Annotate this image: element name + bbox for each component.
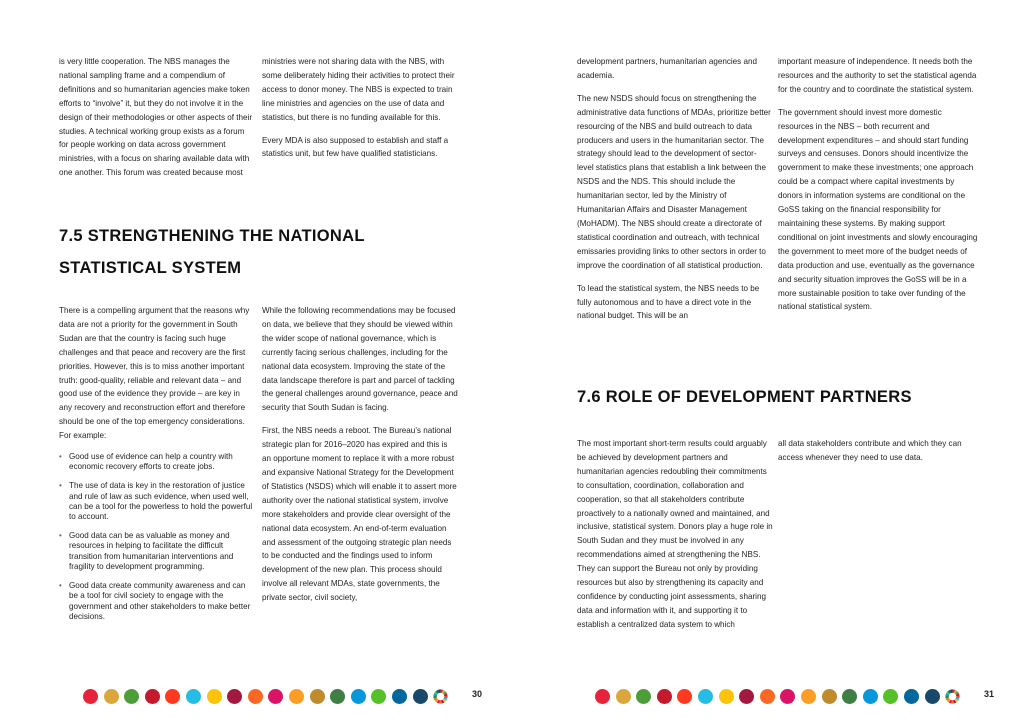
right-col2-top	[778, 55, 978, 323]
sdg-goal-dot-10	[268, 689, 283, 704]
sdg-goal-dot-2	[616, 689, 631, 704]
sdg-goal-dot-8	[739, 689, 754, 704]
paragraph: First, the NBS needs a reboot. The Bureau’s national strategic plan for 2016–2020 has expired and this is an opportune moment to replace it with a more robust and expansive National Strategy for the Development of Statistics (NSDS) which will enable it to assert more authority over the national statistical system, involve more stakeholders and provide clear oversight of the national data ecosystem. An end-of-term evaluation and assessment of the outgoing strategic plan needs to be conducted and the findings used to inform development of the new plan. This process should involve all relevant MDAs, state governments, the private sector, civil society,	[262, 426, 457, 603]
sdg-goal-dot-10	[780, 689, 795, 704]
sdg-goal-dot-3	[636, 689, 651, 704]
sdg-goal-dot-6	[698, 689, 713, 704]
sdg-wheel-icon	[945, 689, 960, 704]
page-number-left: 30	[472, 689, 483, 699]
bullet-item: • Good data can be as valuable as money and resources in helping to facilitate the difficult transition from humanitarian interventions and fragility to development programming.	[59, 531, 255, 572]
sdg-goal-dot-9	[248, 689, 263, 704]
paragraph: all data stakeholders contribute and which they can access whenever they need to use data.	[778, 439, 962, 462]
sdg-goal-dot-5	[677, 689, 692, 704]
right-col2-bottom	[778, 437, 978, 474]
sdg-goal-dot-17	[925, 689, 940, 704]
left-col2-bottom	[262, 304, 458, 614]
paragraph: There is a compelling argument that the reasons why data are not a priority for the government in South Sudan are that the country is facing such huge challenges and that peace and recovery are the first priorities. However, this is to miss another important truth: good-quality, reliable and relevant data – and good use of the evidence they provide – are key in any recovery and reconstruction effort and therefore should be one of the top emergency considerations. For example:	[59, 306, 250, 441]
heading-line-1: 7.5 STRENGTHENING THE NATIONAL	[59, 227, 365, 245]
right-col1-bottom	[577, 437, 773, 641]
sdg-goal-dot-15	[883, 689, 898, 704]
section-heading-7-6: 7.6 ROLE OF DEVELOPMENT PARTNERS	[577, 388, 912, 406]
left-col2-top	[262, 55, 458, 170]
sdg-goal-dot-17	[413, 689, 428, 704]
sdg-goal-dot-2	[104, 689, 119, 704]
sdg-wheel-icon	[433, 689, 448, 704]
paragraph: development partners, humanitarian agencies and academia.	[577, 57, 757, 80]
page-number-right: 31	[984, 689, 995, 699]
paragraph: ministries were not sharing data with the NBS, with some deliberately hiding their activities to protect their access to donor money. The NBS is expected to train line ministries and agencies on the use of data and statistics, but there is no funding available for this.	[262, 57, 455, 122]
sdg-goal-dot-13	[842, 689, 857, 704]
sdg-goal-dot-11	[801, 689, 816, 704]
bullet-list	[59, 452, 255, 622]
sdg-goal-dot-4	[145, 689, 160, 704]
bullet-item: • The use of data is key in the restoration of justice and rule of law as such evidence, when used well, can be a tool for the powerless to hold the powerful to account.	[59, 481, 255, 522]
sdg-goal-dot-14	[351, 689, 366, 704]
sdg-goal-dot-12	[310, 689, 325, 704]
paragraph: The government should invest more domestic resources in the NBS – both recurrent and development expenditures – and should start funding surveys and censuses. Donors should incentivize the government to make these investments; one approach could be a compact where capital investments by donors in information systems are conditional on the GoSS taking on the financial responsibility for maintaining these systems. By making support conditional on joint investments and slowly encouraging the government to meet more of the budget needs of data production and use, eventually as the governance and security situation improves the GoSS will be in a more sustainable position to take over funding of the national statistical system.	[778, 107, 978, 312]
bullet-item: • Good data create community awareness and can be a tool for civil society to engage with the government and other stakeholders to make better decisions.	[59, 581, 255, 622]
paragraph: important measure of independence. It needs both the resources and the authority to set the statistical agenda for the country and to coordinate the statistical system.	[778, 57, 977, 94]
sdg-goal-dot-6	[186, 689, 201, 704]
sdg-goal-dot-16	[392, 689, 407, 704]
paragraph: is very little cooperation. The NBS manages the national sampling frame and a compendium of definitions and so humanitarian agencies make token efforts to “involve” it, but they do not involve it in the design of their methodologies or other aspects of their studies. A technical working group exists as a forum for people working on data across government ministries, with a focus on sharing available data with one another. This forum was created because most	[59, 57, 253, 178]
sdg-goal-dot-3	[124, 689, 139, 704]
paragraph: While the following recommendations may be focused on data, we believe that they should be viewed within the wider scope of national governance, which is currently facing serious challenges, including for the national data ecosystem. Improving the state of the data landscape therefore is part and parcel of tackling the general challenges around governance, peace and security that South Sudan is facing.	[262, 306, 458, 413]
sdg-goal-dot-14	[863, 689, 878, 704]
paragraph: The new NSDS should focus on strengthening the administrative data functions of MDAs, prioritize better resourcing of the NBS and build outreach to data producers and users in the humanitarian sector. The strategy should lead to the development of sector-level statistics plans that establish a link between the NSDS and the NDS. This should include the humanitarian sector, led by the Ministry of Humanitarian Affairs and Disaster Management (MoHADM). The NBS should create a directorate of statistical coordination and outreach, with technical emissaries providing links to other sectors in order to improve the coordination of all statistical production.	[577, 93, 771, 270]
bullet-item: • Good use of evidence can help a country with economic recovery efforts to create jobs.	[59, 452, 255, 472]
heading-line-2: STATISTICAL SYSTEM	[59, 259, 242, 277]
sdg-goal-dot-13	[330, 689, 345, 704]
paragraph: Every MDA is also supposed to establish and staff a statistics unit, but few have qualified statisticians.	[262, 135, 449, 159]
sdg-goal-dot-7	[719, 689, 734, 704]
sdg-goal-dot-7	[207, 689, 222, 704]
sdg-goal-dot-1	[595, 689, 610, 704]
sdg-goal-dot-12	[822, 689, 837, 704]
sdg-goal-dot-4	[657, 689, 672, 704]
sdg-footer-right	[595, 686, 960, 706]
paragraph: To lead the statistical system, the NBS needs to be fully autonomous and to have a direct vote in the national budget. This will be an	[577, 283, 760, 321]
section-heading-7-5	[59, 220, 365, 284]
sdg-goal-dot-9	[760, 689, 775, 704]
paragraph: The most important short-term results could arguably be achieved by development partners and humanitarian agencies redoubling their commitments to consultation, coordination, collaboration and cooperation, so that all stakeholders contribute proactively to a nationally owned and maintained, and inclusive, statistical system. Donors play a huge role in South Sudan and they must be involved in any recommendations aimed at strengthening the NBS. They can support the Bureau not only by providing resources but also by strengthening its capacity and confidence by conducting joint assessments, sharing data and information with it, and supporting it to establish a centralized data system to which	[577, 439, 773, 629]
right-col1-top	[577, 55, 773, 332]
sdg-goal-dot-1	[83, 689, 98, 704]
sdg-goal-dot-16	[904, 689, 919, 704]
sdg-goal-dot-5	[165, 689, 180, 704]
left-col1-bottom	[59, 304, 255, 631]
sdg-goal-dot-15	[371, 689, 386, 704]
sdg-goal-dot-8	[227, 689, 242, 704]
sdg-goal-dot-11	[289, 689, 304, 704]
sdg-footer-left	[83, 686, 448, 706]
left-col1-top	[59, 55, 255, 189]
